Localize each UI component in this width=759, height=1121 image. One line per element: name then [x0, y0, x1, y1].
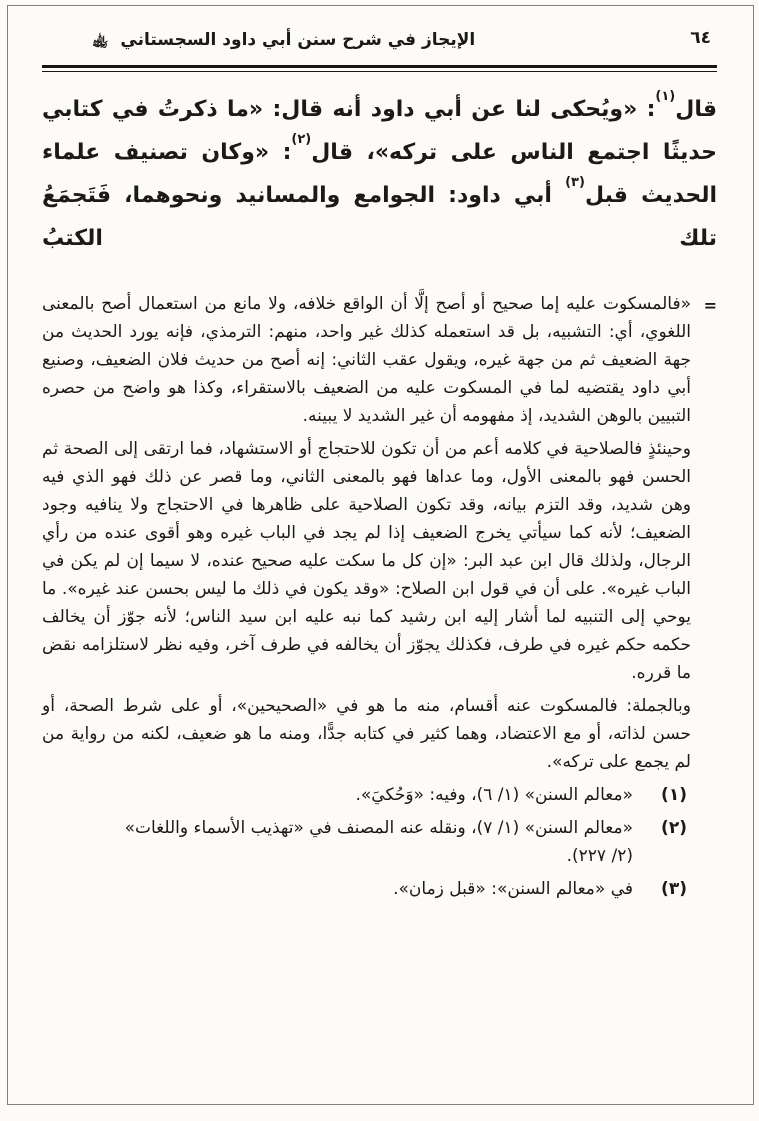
footnote-marker: (٣) — [661, 879, 687, 899]
book-title — [92, 28, 475, 54]
rahimahu-allah-ornament-icon: ﵀ — [92, 29, 109, 50]
footnote-ref-3: (٣) — [565, 174, 585, 190]
running-header — [42, 28, 717, 58]
footnote-ref-1: (١) — [655, 88, 676, 104]
header-rule-thick — [42, 65, 717, 68]
book-title-text: الإيجاز في شرح سنن أبي داود السجستاني — [120, 30, 476, 50]
numbered-footnotes — [42, 781, 691, 903]
main-text-segment: أبي داود: الجوامع والمسانيد ونحوهما، فَتَجمَعُ تلك الكتبُ — [42, 183, 717, 251]
footnotes-section — [42, 290, 717, 903]
footnote-continuation-paragraph: وحينئذٍ فالصلاحية في كلامه أعم من أن تكون للاحتجاج أو الاستشهاد، فما ارتقى إلى الصحة ثم الحسن فهو بالمعنى الأول، وما عداها فهو بالمعنى الثاني، وما قصر عن ذلك فهو الذي فيه وهن شديد، وقد التزم بيانه، وقد تكون الصلاحية على ظاهرها في الاحتجاج ولا ينافيه وجود الضعيف؛ لأنه كما سيأتي يخرج الضعيف إذا لم يجد في الباب غيره وهو أقوى عنده من رأي الرجال، ولذلك قال ابن عبد البر: «إن كل ما سكت عليه صحيح عنده، لا سيما إن لم يكن في الباب غيره». على أن في قول ابن الصلاح: «وقد يكون في ذلك ما ليس بحسن عند غيره». ما يوحي إلى التنبيه لما أشار إليه ابن رشيد كما نبه عليه ابن سيد الناس؛ لأنه جوّز أن يخالف حكمه حكم غيره في طرف، فكذلك يجوّز أن يخالفه في طرف آخر، وفيه نظر لاستلزامه نقض ما قرره. — [42, 439, 691, 683]
footnote-text: في «معالم السنن»: «قبل زمان». — [393, 879, 633, 899]
footnote-text: «معالم السنن» (١/ ٧)، ونقله عنه المصنف في «تهذيب الأسماء واللغات» — [124, 818, 633, 838]
footnote-text-line2: (٢/ ٢٢٧). — [566, 846, 633, 866]
footnote-item — [42, 814, 691, 870]
footnote-marker: (١) — [661, 785, 687, 805]
footnote-item — [42, 875, 691, 903]
footnote-marker: (٢) — [661, 818, 687, 838]
page-number: ٦٤ — [690, 28, 711, 48]
footnote-ref-2: (٢) — [291, 131, 312, 147]
footnote-continuation-marker: = — [703, 296, 717, 315]
main-text-segment: : «وكان تصنيف علماء الحديث قبل — [42, 140, 717, 208]
header-rule-thin — [42, 71, 717, 72]
footnote-item — [42, 781, 691, 809]
footnote-continuation-paragraph: «فالمسكوت عليه إما صحيح أو أصح إلَّا أن الواقع خلافه، ولا مانع من استعمال أصح بالمعنى اللغوي، أي: التشبيه، بل قد استعمله كذلك غير واحد، منهم: الترمذي، فإنه يورد الحديث من جهة الضعيف ثم من جهة غيره، ويقول عقب الثاني: إنه أصح من حديث فلان الضعيف، وصنيع أبي داود يقتضيه لما في المسكوت عليه من الضعيف بالاستقراء، وكذا هو واضح من حصره التبيين بالوهن الشديد، إذ مفهومه أن غير الشديد لا يبينه. — [42, 294, 691, 426]
footnote-continuation-paragraph: وبالجملة: فالمسكوت عنه أقسام، منه ما هو في «الصحيحين»، أو على شرط الصحة، أو حسن لذاته، أو مع الاعتضاد، وهما كثير في كتابه جدًّا، ومنه ما هو ضعيف، لكنه من رواية من لم يجمع على تركه». — [42, 696, 691, 772]
main-text-segment: : «ويُحكى لنا عن أبي داود أنه قال: «ما ذكرتُ في كتابي حديثًا اجتمع الناس على تركه»، قال — [42, 97, 717, 165]
main-text — [42, 88, 717, 260]
footnote-text: «معالم السنن» (١/ ٦)، وفيه: «وَحُكيَ». — [355, 785, 633, 805]
main-text-segment: قال — [675, 97, 717, 122]
page-content — [42, 28, 717, 908]
